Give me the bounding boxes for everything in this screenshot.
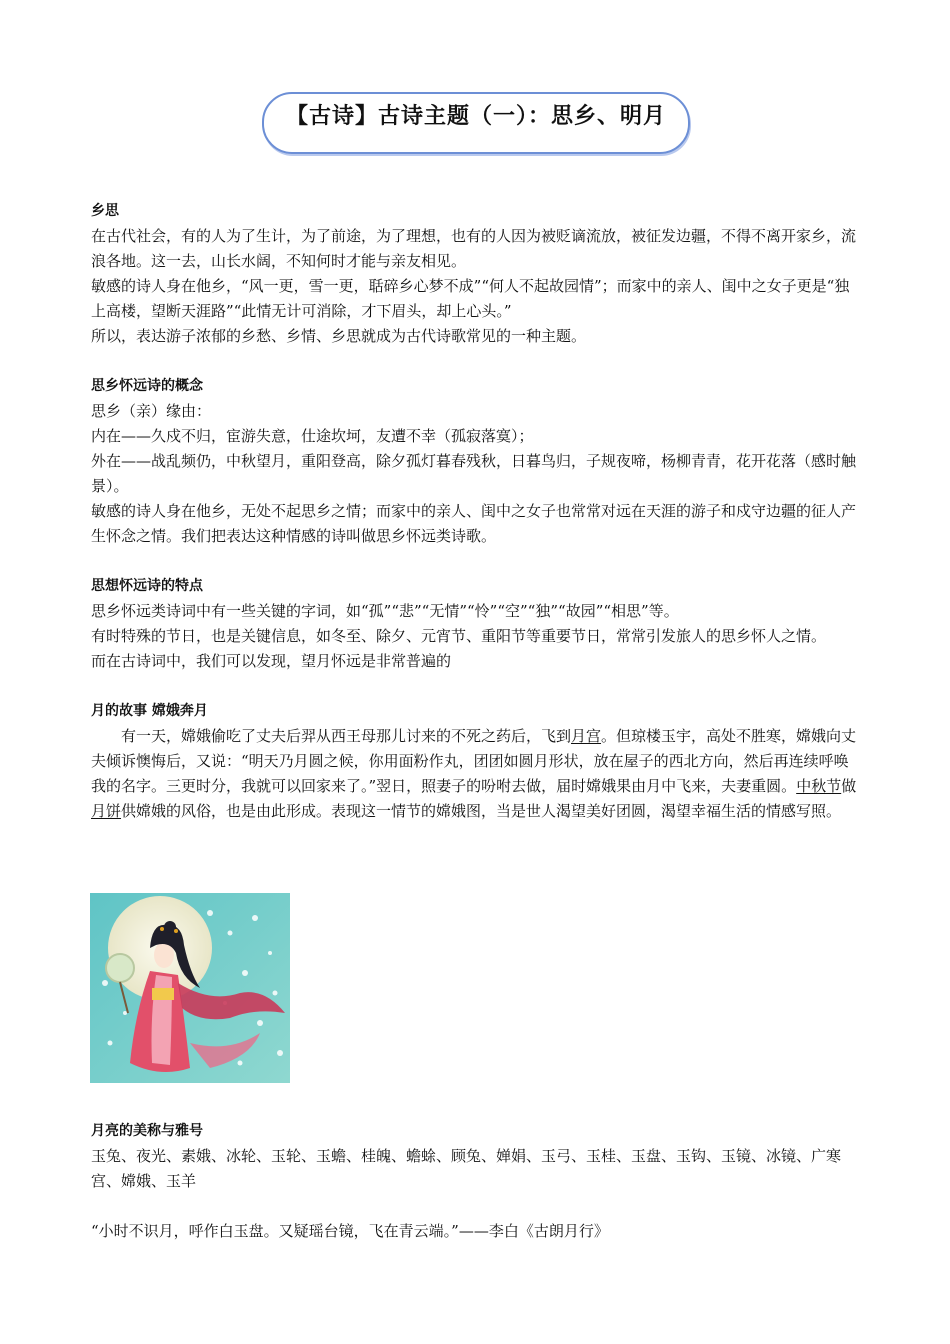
paragraph: 思乡（亲）缘由： <box>91 402 212 420</box>
paragraph: 敏感的诗人身在他乡，无处不起思乡之情；而家中的亲人、闺中之女子也常常对远在天涯的游子和戍守边疆的征人产生怀念之情。我们把表达这种情感的诗叫做思乡怀远类诗歌。 <box>91 502 857 545</box>
story-text: 。但琼楼玉宇，高处不胜寒，嫦娥向丈夫倾诉懊悔后，又说：“明天乃月圆之候，你用面粉作丸，团团如圆月形状，放在屋子的西北方向，然后再连续呼唤我的名字。三更时分，我就可以回家来了。”翌日，照妻子的吩咐去做，届时嫦娥果由月中飞来，夫妻重圆。 <box>91 727 857 795</box>
moon-names-section <box>91 1119 861 1194</box>
main-content <box>91 199 861 824</box>
page-title: 【古诗】古诗主题（一）：思乡、明月 <box>285 104 666 129</box>
link-mooncake[interactable]: 月饼 <box>91 802 122 820</box>
poem-quote: “小时不识月，呼作白玉盘。又疑瑶台镜，飞在青云端。”——李白《古朗月行》 <box>91 1222 609 1240</box>
section-heading-homesickness: 乡思 <box>91 203 119 219</box>
link-mid-autumn-festival[interactable]: 中秋节 <box>796 777 842 795</box>
story-text: 有一天，嫦娥偷吃了丈夫后羿从西王母那儿讨来的不死之药后，飞到 <box>121 727 572 745</box>
paragraph: 外在——战乱频仍，中秋望月，重阳登高，除夕孤灯暮春残秋，日暮鸟归，子规夜啼，杨柳青青，花开花落（感时触景）。 <box>91 452 857 495</box>
story-text: 供嫦娥的风俗，也是由此形成。表现这一情节的嫦娥图，当是世人渴望美好团圆，渴望幸福生活的情感写照。 <box>121 802 842 820</box>
section-heading-story: 月的故事 嫦娥奔月 <box>91 703 208 719</box>
paragraph: 所以，表达游子浓郁的乡愁、乡情、乡思就成为古代诗歌常见的一种主题。 <box>91 327 587 345</box>
paragraph: 有时特殊的节日，也是关键信息，如冬至、除夕、元宵节、重阳节等重要节日，常常引发旅人的思乡怀人之情。 <box>91 627 827 645</box>
section-heading-moon-names: 月亮的美称与雅号 <box>91 1123 203 1139</box>
paragraph: 而在古诗词中，我们可以发现，望月怀远是非常普遍的 <box>91 652 452 670</box>
story-text: 做 <box>841 777 857 795</box>
paragraph: 在古代社会，有的人为了生计，为了前途，为了理想，也有的人因为被贬谪流放，被征发边疆，不得不离开家乡，流浪各地。这一去，山长水阔，不知何时才能与亲友相见。 <box>91 227 857 270</box>
paragraph: 玉兔、夜光、素娥、冰轮、玉轮、玉蟾、桂魄、蟾蜍、顾兔、婵娟、玉弓、玉桂、玉盘、玉钩、玉镜、冰镜、广寒宫、嫦娥、玉羊 <box>91 1147 842 1190</box>
story-paragraph <box>91 724 861 824</box>
title-banner <box>262 92 690 154</box>
chang-e-illustration <box>90 893 290 1083</box>
section-heading-features: 思想怀远诗的特点 <box>91 578 203 594</box>
paragraph: 内在——久戍不归，宦游失意，仕途坎坷，友遭不幸（孤寂落寞）； <box>91 427 534 445</box>
paragraph: 敏感的诗人身在他乡，“风一更，雪一更，聒碎乡心梦不成”“何人不起故园情”；而家中的亲人、闺中之女子更是“独上高楼，望断天涯路”“此情无计可消除，才下眉头，却上心头。” <box>91 277 850 320</box>
paragraph: 思乡怀远类诗词中有一些关键的字词，如“孤”“悲”“无情”“怜”“空”“独”“故园”“相思”等。 <box>91 602 679 620</box>
section-heading-concept: 思乡怀远诗的概念 <box>91 378 203 394</box>
link-moon-palace[interactable]: 月宫 <box>571 727 602 745</box>
